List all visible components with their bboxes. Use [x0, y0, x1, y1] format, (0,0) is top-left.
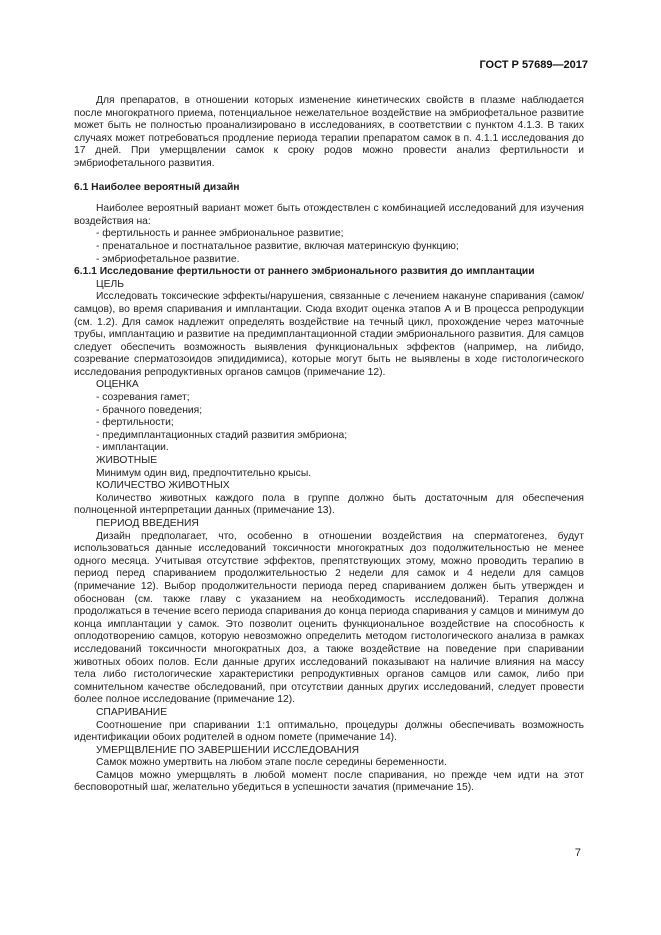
animal-count-text: Количество животных каждого пола в группе должно быть достаточным для обеспечения полноценной интерпретации данных (примечание 13).	[74, 492, 584, 517]
termination-text-males: Самцов можно умерщвлять в любой момент после спаривания, но прежде чем идти на этот бесповоротный шаг, желательно убедиться в успешности зачатия (примечание 15).	[74, 769, 584, 794]
goal-text: Исследовать токсические эффекты/нарушения, связанные с лечением накануне спаривания (самок/самцов), во время спаривания и имплантации. Сюда входит оценка этапов А и В процесса репродукции (см. 1.2). Для самок надлежит определять воздействие на течный цикл, прохождение через маточные трубы, имплантацию и развитие на предимплантационной стадии эмбрионального развития. Для самцов следует обеспечить возможность выявления функциональных эффектов (например, на либидо, созревание сперматозоидов эпидидимиса), которые могут быть не выявлены в ходе гистологического исследования репродуктивных органов самцов (примечание 12).	[74, 291, 584, 378]
list-item: - фертильность и раннее эмбриональное развитие;	[96, 228, 344, 240]
list-item: - фертильности;	[96, 417, 174, 429]
intro-paragraph: Для препаратов, в отношении которых изменение кинетических свойств в плазме наблюдается после многократного приема, потенциальное нежелательное воздействие на эмбриофетальное развитие может быть не полностью проанализировано в исследованиях, в соответствии с пунктом 4.1.3. В таких случаях может потребоваться продление периода терапии препаратом самок в п. 4.1.1 исследования до 17 дней. При умерщвлении самок к сроку родов можно провести анализ фертильности и эмбриофетального развития.	[74, 95, 584, 169]
animals-label: ЖИВОТНЫЕ	[96, 455, 158, 467]
animals-text: Минимум один вид, предпочтительно крысы.	[96, 467, 312, 479]
standard-header: ГОСТ Р 57689—2017	[479, 59, 588, 71]
list-dash: -	[96, 228, 103, 240]
termination-text-females: Самок можно умертвить на любом этапе после середины беременности.	[96, 757, 447, 769]
list-item: - брачного поведения;	[96, 404, 203, 416]
list-item: - пренатальное и постнатальное развитие, включая материнскую функцию;	[96, 240, 459, 252]
list-dash: -	[96, 240, 103, 252]
mating-text: Соотношение при спаривании 1:1 оптимально, процедуры должны обеспечивать возможность идентификации обоих родителей в одном помете (примечание 14).	[74, 719, 584, 744]
list-dash: -	[96, 253, 103, 265]
animal-count-label: КОЛИЧЕСТВО ЖИВОТНЫХ	[96, 480, 230, 492]
goal-label: ЦЕЛЬ	[96, 278, 124, 290]
dosing-period-text: Дизайн предполагает, что, особенно в отношении воздействия на сперматогенез, будут использоваться данные исследований токсичности многократных доз подолжительностью не менее одного месяца. Учитывая отсутствие эффектов, препятствующих этому, можно проводить терапию в период перед спариванием продолжительностью 2 недели для самок и 4 недели для самцов (примечание 12). Выбор продолжительности периода перед спариванием должен быть утвержден и обоснован (см. также главу с указанием на необходимость исследований). Терапия должна продолжаться в течение всего периода спаривания до конца периода спаривания у самцов и минимум до конца имплантации у самок. Это позволит оценить функциональное воздействие на способность к оплодотворению самцов, которую невозможно определить методом гистологического анализа в рамках исследований токсичности многократных доз, а также воздействие на поведение при спаривании животных обоих полов. Если данные других исследований показывают на наличие влияния на массу тела либо гистологические характеристики репродуктивных органов самцов или самок, либо при сомнительном качестве обследований, при отсутствии данных других исследований, следует провести более полное исследование (примечание 12).	[74, 530, 584, 706]
subsection-heading: 6.1.1 Исследование фертильности от раннего эмбрионального развития до имплантации	[74, 266, 535, 278]
section-heading: 6.1 Наиболее вероятный дизайн	[74, 181, 240, 193]
section-lead: Наиболее вероятный вариант может быть отождествлен с комбинацией исследований для изучения воздействия на:	[74, 203, 584, 227]
document-body	[74, 95, 584, 795]
evaluation-label: ОЦЕНКА	[96, 379, 139, 391]
page-number: 7	[574, 847, 581, 859]
list-item: - имплантации.	[96, 442, 169, 454]
list-item: - эмбриофетальное развитие.	[96, 253, 240, 265]
termination-label: УМЕРЩВЛЕНИЕ ПО ЗАВЕРШЕНИИ ИССЛЕДОВАНИЯ	[96, 744, 360, 756]
list-item: - созревания гамет;	[96, 392, 190, 404]
dosing-period-label: ПЕРИОД ВВЕДЕНИЯ	[96, 518, 199, 529]
list-item: - предимплантационных стадий развития эмбриона;	[96, 429, 348, 441]
mating-label: СПАРИВАНИЕ	[96, 706, 168, 718]
